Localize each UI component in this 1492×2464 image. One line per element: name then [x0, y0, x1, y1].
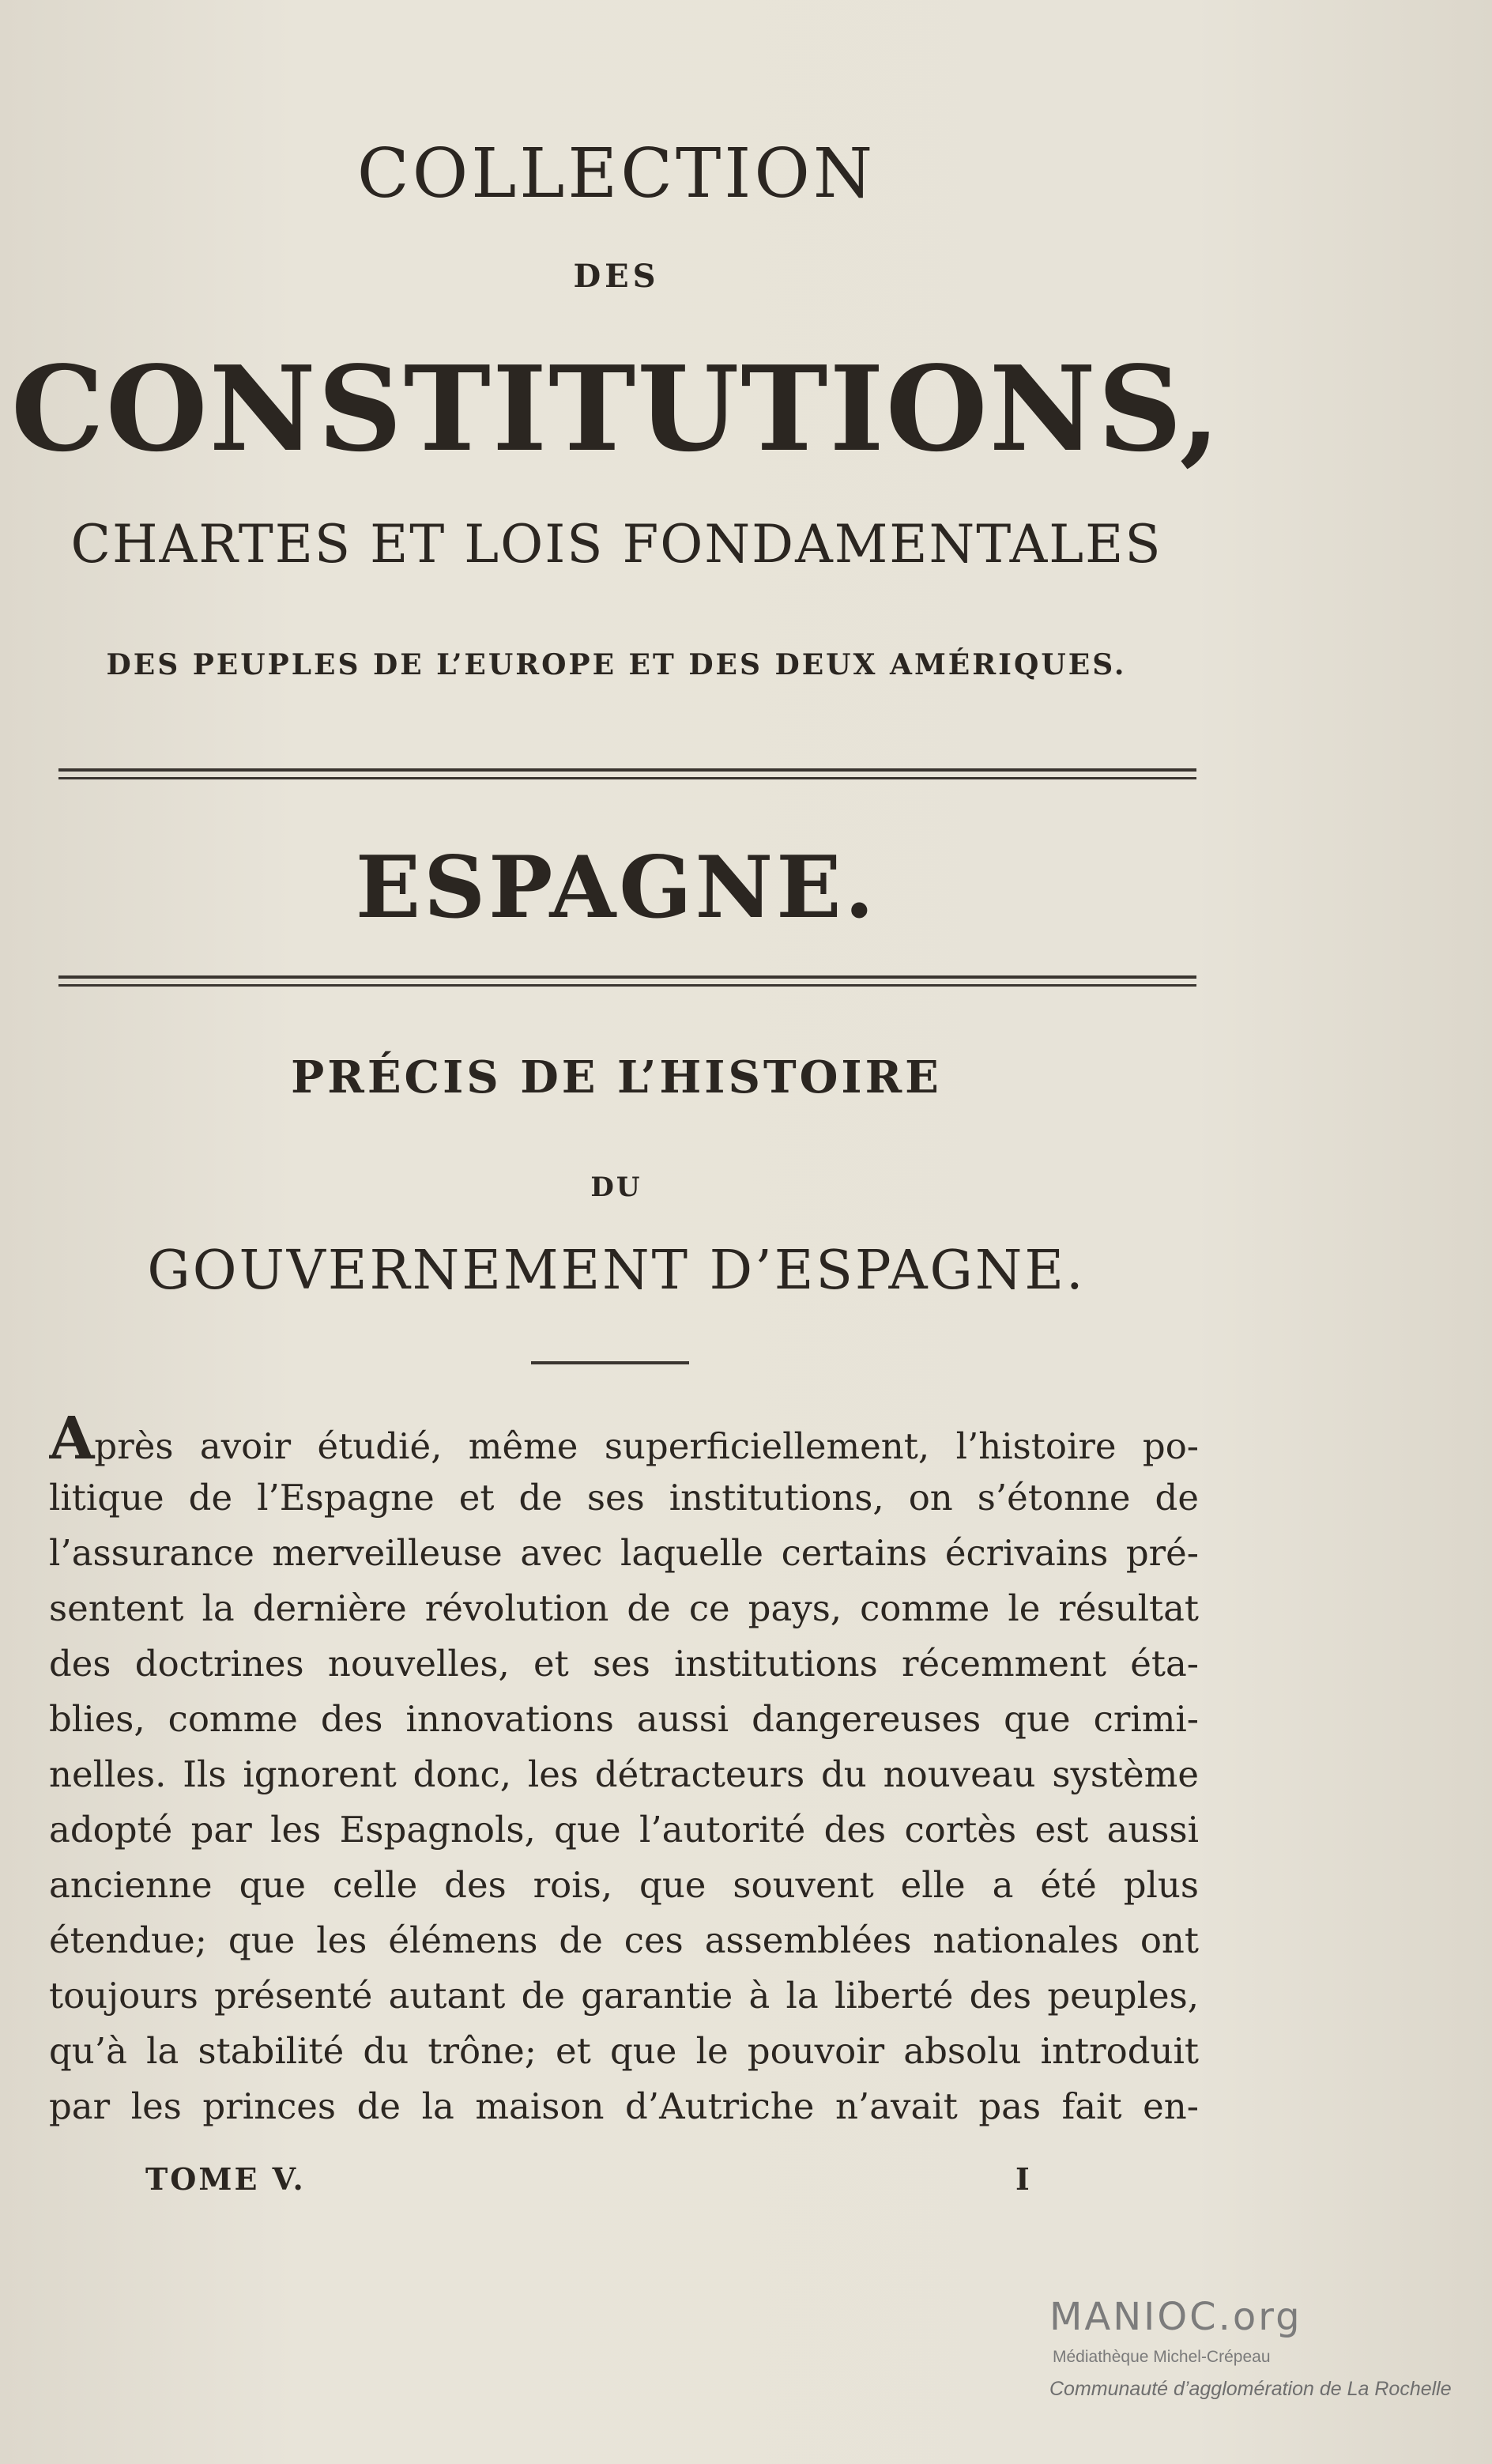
section-title: ESPAGNE. [355, 838, 878, 938]
double-rule-top [58, 768, 1196, 779]
chapter-title-line2: DU [590, 1172, 642, 1203]
text-line: ancienne que celle des rois, que souvent elle a été plus [49, 1864, 1199, 1906]
title-chartes: CHARTES ET LOIS FONDAMENTALES [70, 514, 1162, 575]
text-line: des doctrines nouvelles, et ses institutions récemment éta- [49, 1643, 1199, 1685]
body-paragraph [49, 1415, 1199, 2134]
text-line: Après avoir étudié, même superficiellement, l’histoire po- [49, 1415, 1199, 1470]
title-collection: COLLECTION [356, 134, 876, 213]
text-line: qu’à la stabilité du trône; et que le pouvoir absolu introduit [49, 2030, 1199, 2072]
drop-cap: A [49, 1415, 95, 1470]
manioc-logo: MANIOC.org [1049, 2295, 1302, 2339]
chapter-title-line1: PRÉCIS DE L’HISTOIRE [291, 1051, 942, 1104]
double-rule-bottom [58, 975, 1196, 987]
short-divider [531, 1361, 689, 1364]
text-line: adopté par les Espagnols, que l’autorité des cortès est aussi [49, 1809, 1199, 1851]
title-peuples: DES PEUPLES DE L’EUROPE ET DES DEUX AMÉRIQUES. [106, 648, 1127, 681]
chapter-title-line3: GOUVERNEMENT D’ESPAGNE. [147, 1240, 1086, 1302]
text-line: blies, comme des innovations aussi dangereuses que crimi- [49, 1698, 1199, 1740]
signature-mark: I [1015, 2161, 1030, 2197]
library-name: Médiathèque Michel-Crépeau [1053, 2348, 1271, 2366]
title-des: DES [573, 258, 660, 295]
text-line: étendue; que les élémens de ces assemblées nationales ont [49, 1919, 1199, 1961]
volume-label: TOME V. [145, 2161, 306, 2197]
text-line: par les princes de la maison d’Autriche n’avait pas fait en- [49, 2085, 1199, 2127]
text-line: toujours présenté autant de garantie à la liberté des peuples, [49, 1975, 1199, 2017]
title-constitutions: CONSTITUTIONS, [10, 340, 1223, 477]
text-line: litique de l’Espagne et de ses institutions, on s’étonne de [49, 1477, 1199, 1519]
text-line: l’assurance merveilleuse avec laquelle certains écrivains pré- [49, 1532, 1199, 1574]
text-line: sentent la dernière révolution de ce pays, comme le résultat [49, 1587, 1199, 1629]
community-name: Communauté d’agglomération de La Rochelle [1049, 2378, 1452, 2400]
text-line: nelles. Ils ignorent donc, les détracteurs du nouveau système [49, 1753, 1199, 1795]
